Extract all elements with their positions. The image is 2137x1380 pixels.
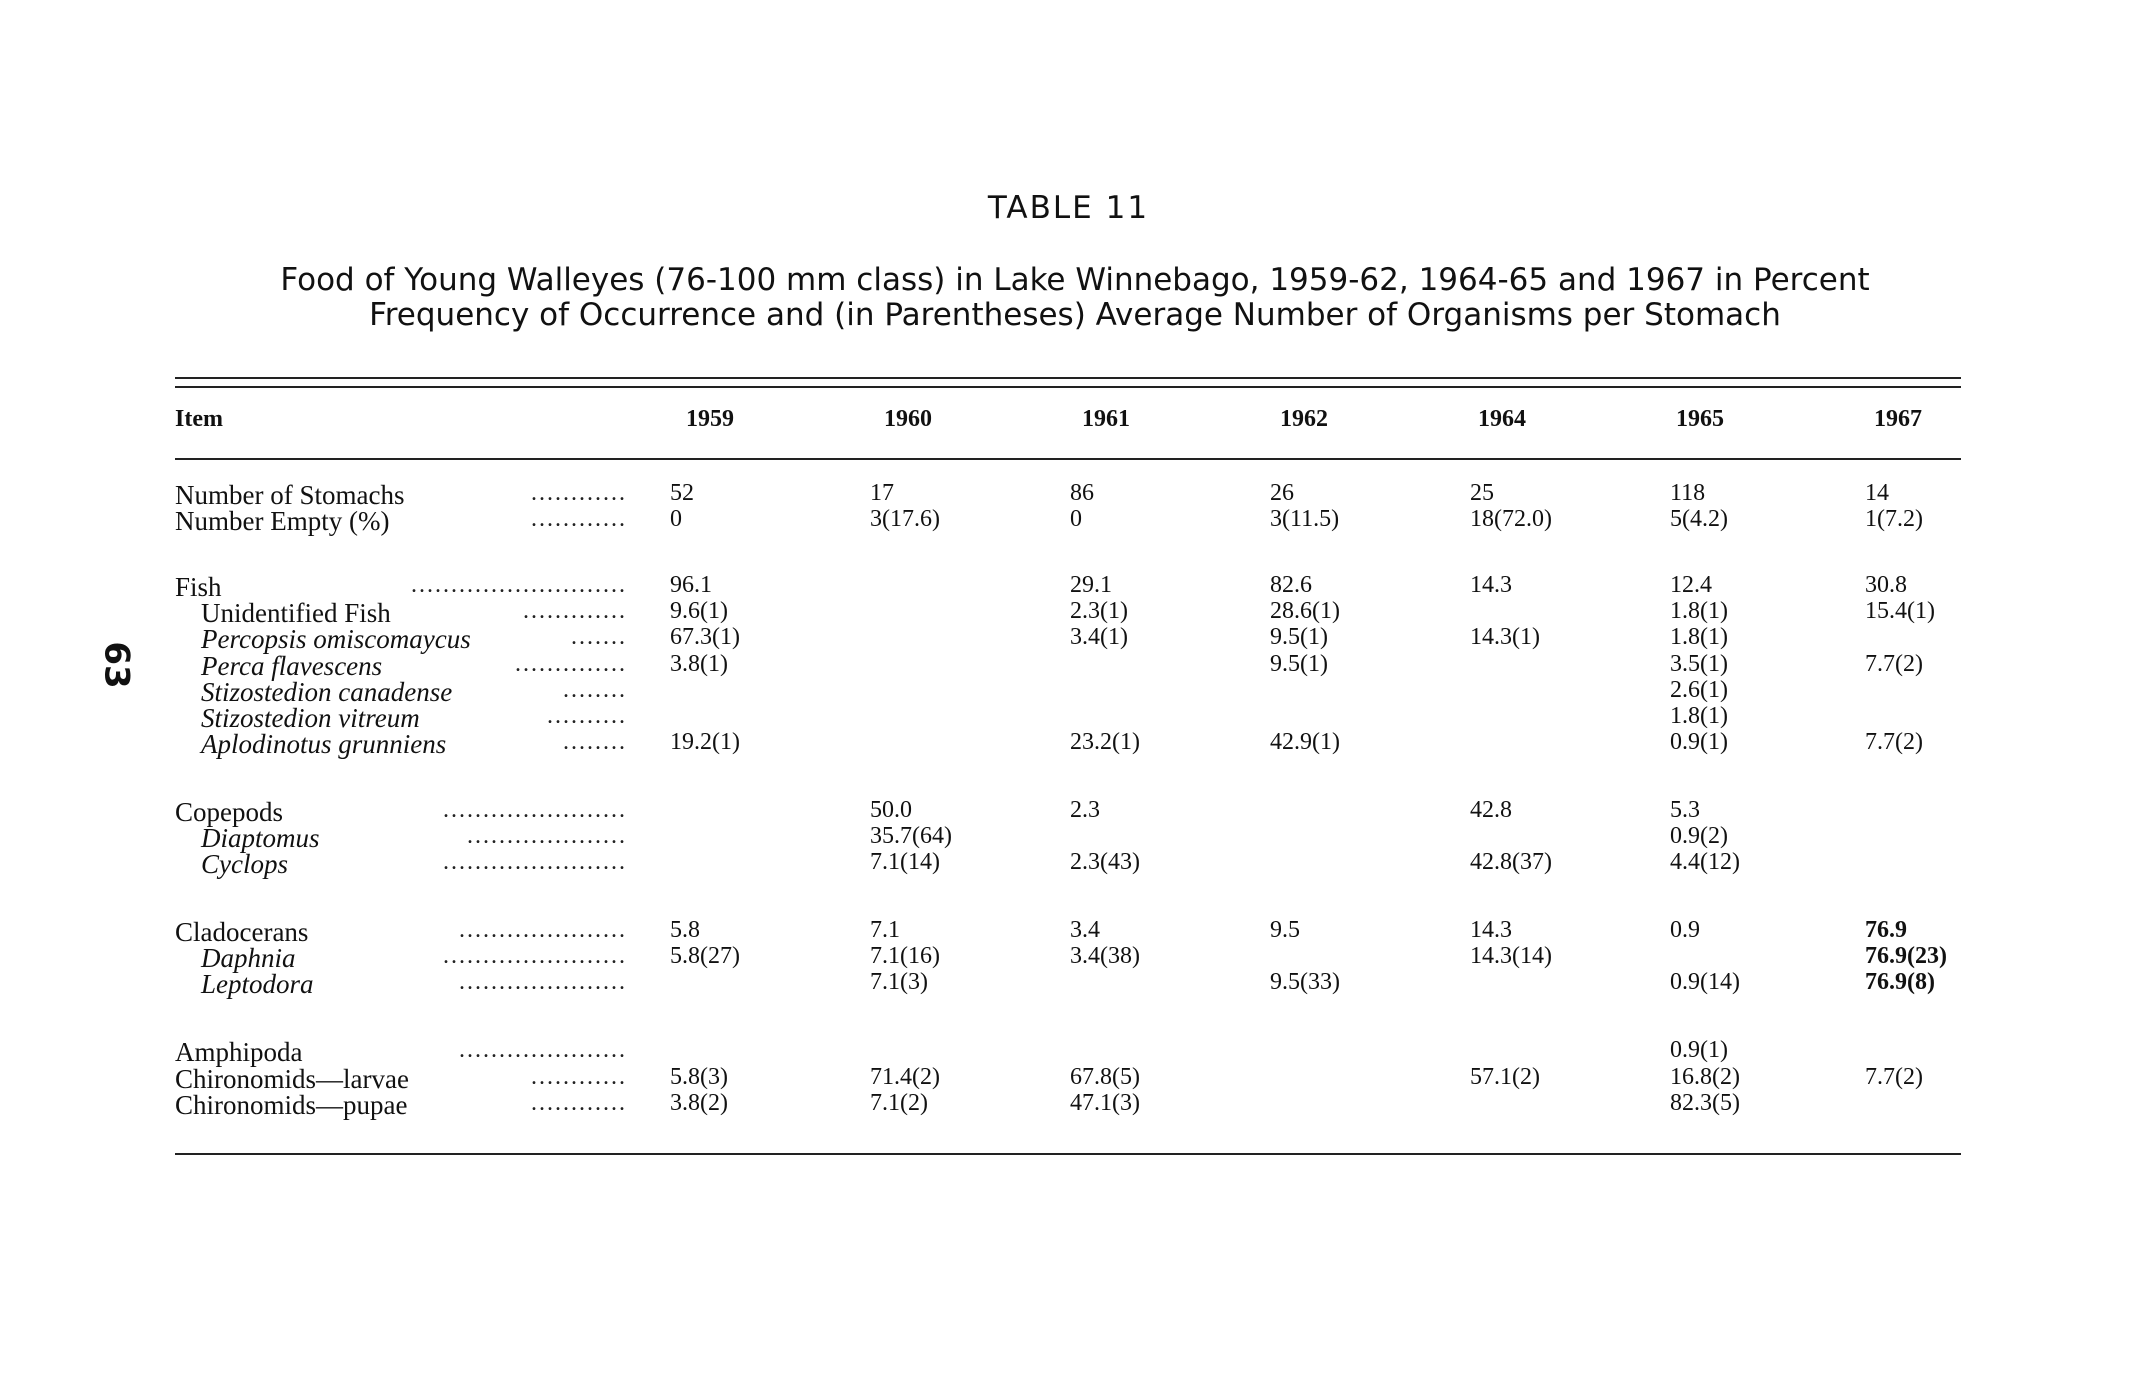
dot-leader: .......... — [547, 703, 627, 729]
value-1959: 0 — [670, 506, 682, 532]
table-title: TABLE 11 — [987, 190, 1150, 226]
header-1967: 1967 — [1874, 406, 1922, 432]
value-1960: 3(17.6) — [870, 506, 940, 532]
value-1960: 71.4(2) — [870, 1064, 940, 1090]
value-1959: 96.1 — [670, 572, 712, 598]
value-1965: 0.9(1) — [1670, 729, 1728, 755]
row-item-label: Leptodora — [201, 969, 314, 999]
value-1965: 0.9 — [1670, 917, 1700, 943]
page-number: 63 — [96, 641, 137, 689]
row-item-label: Cyclops — [201, 849, 288, 879]
dot-leader: ............ — [531, 1064, 627, 1090]
value-1960: 50.0 — [870, 797, 912, 823]
dot-leader: ........................... — [411, 572, 627, 598]
value-1964: 14.3(1) — [1470, 624, 1540, 650]
dot-leader: ....................... — [443, 849, 627, 875]
dot-leader: ..................... — [459, 969, 627, 995]
table-subtitle: Food of Young Walleyes (76-100 mm class) in Lake Winnebago, 1959-62, 1964-65 and 1967 in Percent Frequency of Occurrence and (in Parentheses) Average Number of Organisms per Stomach — [280, 262, 1870, 333]
table-row — [175, 572, 1961, 602]
value-1964: 14.3 — [1470, 917, 1512, 943]
value-1960: 7.1(3) — [870, 969, 928, 995]
table-row — [175, 598, 1961, 628]
row-item-label: Aplodinotus grunniens — [201, 729, 447, 759]
table-row — [175, 703, 1961, 733]
table-row — [175, 849, 1961, 879]
value-1967: 30.8 — [1865, 572, 1907, 598]
value-1959: 9.6(1) — [670, 598, 728, 624]
table-row — [175, 651, 1961, 681]
value-1965: 0.9(2) — [1670, 823, 1728, 849]
value-1959: 3.8(1) — [670, 651, 728, 677]
value-1964: 57.1(2) — [1470, 1064, 1540, 1090]
value-1965: 1.8(1) — [1670, 703, 1728, 729]
value-1961: 2.3 — [1070, 797, 1100, 823]
value-1959: 67.3(1) — [670, 624, 740, 650]
dot-leader: ..................... — [459, 917, 627, 943]
table-header — [175, 406, 1961, 433]
value-1959: 52 — [670, 480, 694, 506]
value-1959: 5.8(27) — [670, 943, 740, 969]
value-1959: 5.8(3) — [670, 1064, 728, 1090]
table-row — [175, 823, 1961, 853]
dot-leader: ....................... — [443, 943, 627, 969]
header-1959: 1959 — [686, 406, 734, 432]
table-row — [175, 506, 1961, 536]
table-row — [175, 1090, 1961, 1120]
value-1961: 29.1 — [1070, 572, 1112, 598]
value-1965: 5(4.2) — [1670, 506, 1728, 532]
dot-leader: .............. — [515, 651, 627, 677]
value-1960: 7.1(14) — [870, 849, 940, 875]
dot-leader: ........ — [563, 677, 627, 703]
table-row — [175, 480, 1961, 510]
value-1965: 12.4 — [1670, 572, 1712, 598]
row-item-label: Percopsis omiscomaycus — [201, 624, 471, 654]
value-1967: 15.4(1) — [1865, 598, 1935, 624]
header-1964: 1964 — [1478, 406, 1526, 432]
value-1965: 0.9(14) — [1670, 969, 1740, 995]
bottom-rule — [175, 1153, 1961, 1155]
header-1965: 1965 — [1676, 406, 1724, 432]
table-row — [175, 797, 1961, 827]
row-item-label: Perca flavescens — [201, 651, 383, 681]
value-1962: 3(11.5) — [1270, 506, 1340, 532]
value-1967: 7.7(2) — [1865, 1064, 1923, 1090]
value-1959: 5.8 — [670, 917, 700, 943]
value-1964: 42.8(37) — [1470, 849, 1552, 875]
value-1967: 76.9(23) — [1865, 943, 1947, 969]
value-1965: 16.8(2) — [1670, 1064, 1740, 1090]
value-1960: 7.1(2) — [870, 1090, 928, 1116]
value-1967: 76.9(8) — [1865, 969, 1935, 995]
table-row — [175, 917, 1961, 947]
dot-leader: ..................... — [459, 1037, 627, 1063]
value-1965: 82.3(5) — [1670, 1090, 1740, 1116]
dot-leader: ............. — [523, 598, 627, 624]
value-1961: 3.4(1) — [1070, 624, 1128, 650]
value-1964: 14.3(14) — [1470, 943, 1552, 969]
value-1961: 47.1(3) — [1070, 1090, 1140, 1116]
value-1962: 9.5(33) — [1270, 969, 1340, 995]
value-1965: 1.8(1) — [1670, 624, 1728, 650]
value-1965: 118 — [1670, 480, 1706, 506]
value-1967: 1(7.2) — [1865, 506, 1923, 532]
value-1962: 42.9(1) — [1270, 729, 1340, 755]
table-row — [175, 677, 1961, 707]
value-1960: 35.7(64) — [870, 823, 952, 849]
value-1964: 14.3 — [1470, 572, 1512, 598]
dot-leader: ....... — [571, 624, 627, 650]
dot-leader: ........ — [563, 729, 627, 755]
row-item-label: Fish — [175, 572, 222, 602]
value-1961: 2.3(43) — [1070, 849, 1140, 875]
row-item-label: Number Empty (%) — [175, 506, 390, 536]
table-row — [175, 969, 1961, 999]
value-1961: 0 — [1070, 506, 1082, 532]
header-1962: 1962 — [1280, 406, 1328, 432]
value-1965: 5.3 — [1670, 797, 1700, 823]
value-1961: 86 — [1070, 480, 1094, 506]
value-1961: 3.4 — [1070, 917, 1100, 943]
value-1962: 26 — [1270, 480, 1294, 506]
value-1964: 25 — [1470, 480, 1494, 506]
row-item-label: Diaptomus — [201, 823, 320, 853]
table-row — [175, 943, 1961, 973]
row-item-label: Chironomids—pupae — [175, 1090, 408, 1120]
value-1962: 9.5(1) — [1270, 624, 1328, 650]
dot-leader: ............ — [531, 506, 627, 532]
value-1959: 3.8(2) — [670, 1090, 728, 1116]
table-row — [175, 729, 1961, 759]
value-1962: 9.5(1) — [1270, 651, 1328, 677]
value-1962: 9.5 — [1270, 917, 1300, 943]
value-1961: 3.4(38) — [1070, 943, 1140, 969]
value-1961: 67.8(5) — [1070, 1064, 1140, 1090]
row-item-label: Stizostedion vitreum — [201, 703, 420, 733]
row-item-label: Number of Stomachs — [175, 480, 405, 510]
value-1959: 19.2(1) — [670, 729, 740, 755]
value-1967: 7.7(2) — [1865, 651, 1923, 677]
value-1965: 1.8(1) — [1670, 598, 1728, 624]
header-rule — [175, 458, 1961, 460]
dot-leader: ....................... — [443, 797, 627, 823]
row-item-label: Unidentified Fish — [201, 598, 391, 628]
value-1964: 42.8 — [1470, 797, 1512, 823]
value-1965: 3.5(1) — [1670, 651, 1728, 677]
value-1965: 0.9(1) — [1670, 1037, 1728, 1063]
row-item-label: Daphnia — [201, 943, 296, 973]
dot-leader: ............ — [531, 1090, 627, 1116]
row-item-label: Cladocerans — [175, 917, 309, 947]
row-item-label: Amphipoda — [175, 1037, 303, 1067]
value-1960: 17 — [870, 480, 894, 506]
value-1967: 76.9 — [1865, 917, 1907, 943]
value-1961: 23.2(1) — [1070, 729, 1140, 755]
value-1965: 4.4(12) — [1670, 849, 1740, 875]
value-1960: 7.1(16) — [870, 943, 940, 969]
value-1967: 7.7(2) — [1865, 729, 1923, 755]
value-1965: 2.6(1) — [1670, 677, 1728, 703]
table-row — [175, 1037, 1961, 1067]
value-1964: 18(72.0) — [1470, 506, 1552, 532]
header-1961: 1961 — [1082, 406, 1130, 432]
header-1960: 1960 — [884, 406, 932, 432]
value-1961: 2.3(1) — [1070, 598, 1128, 624]
row-item-label: Stizostedion canadense — [201, 677, 453, 707]
value-1960: 7.1 — [870, 917, 900, 943]
dot-leader: .................... — [467, 823, 627, 849]
dot-leader: ............ — [531, 480, 627, 506]
table-row — [175, 624, 1961, 654]
row-item-label: Copepods — [175, 797, 283, 827]
value-1967: 14 — [1865, 480, 1889, 506]
header-item: Item — [175, 406, 223, 432]
table-row — [175, 1064, 1961, 1094]
row-item-label: Chironomids—larvae — [175, 1064, 409, 1094]
top-rule-1 — [175, 377, 1961, 379]
value-1962: 82.6 — [1270, 572, 1312, 598]
top-rule-2 — [175, 386, 1961, 388]
value-1962: 28.6(1) — [1270, 598, 1340, 624]
